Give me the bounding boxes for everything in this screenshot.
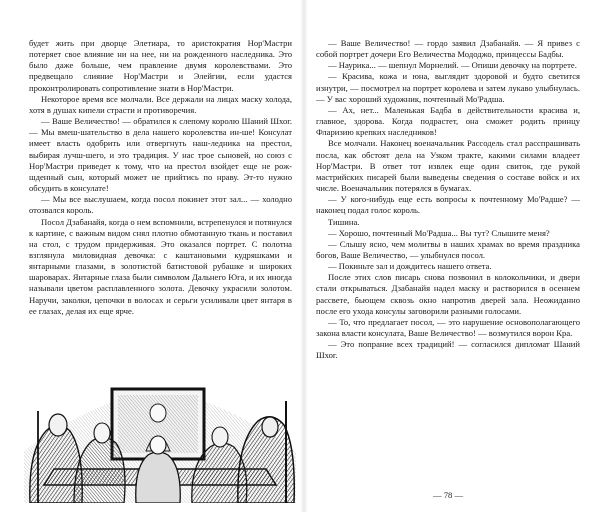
paragraph: Тишина. bbox=[328, 216, 360, 227]
paragraph: — Покиньте зал и дождитесь нашего ответа. bbox=[328, 261, 492, 272]
paragraph: Посол Дзабанайя, когда о нем вспомнили, встрепенулся и потянулся к картине, с важным видом снял плотно обмотанную ткань и поставил на стол, с трудом придерживая. Это оказался портрет. С полотна взглянула миловидная девочка: с каштановыми кудряшками и янтарными глазами, в золотистой батистовой рубашке и широких шароварах. Янтарные глаза были символом Дальнего Юга, и их иногда называли цветом расплавленного золота. Девочку украсили золотом. Наручи, заколки, цепочки в волосах и серьги усиливали цвет янтаря в ее глазах, делая их еще ярче. bbox=[29, 216, 292, 316]
paragraph: — Ваше Величество! — обратился к слепому королю Шаний Шхог. — Мы вмеш-шательство в дела нашего королевства ин-ше! Консулат имеет власть одобрить или отвергнуть наш-ледника на престол, выбирая лучш-шего, и это традиция. У нас трое сыновей, но союз с Нор'Мастри приведет к тому, что на престол взойдет еще не рож-шденный сын, который может не прийтись по нраву. Эт-то нужно обсудить в консулате! bbox=[29, 116, 292, 194]
paragraph: — Мы все выслушаем, когда посол покинет этот зал... — холодно отозвался король. bbox=[29, 194, 292, 216]
illustration-figures-around-portrait bbox=[24, 381, 296, 503]
paragraph: будет жить при дворце Элетиара, то аристократия Нор'Мастри потеряет свое влияние ни на нее, ни на рожденного наследника. Это было даже больше, чем правление двумя королевствами. Это предвещало слияние Нор'Мастри и Элейгии, если удастся проконтролировать сопротивление знати в Нор'Мастри. bbox=[29, 38, 292, 93]
left-page-text bbox=[29, 38, 292, 317]
paragraph: — Слышу ясно, чем молитвы в наших храмах во время праздника богов, Ваше Величество, — улыбнулся посол. bbox=[316, 238, 580, 260]
paragraph: — Хорошо, почтенный Мо'Радша... Вы тут? Слышите меня? bbox=[328, 227, 550, 238]
paragraph: — То, что предлагает посол, — это нарушение основополагающего закона власти консулата, Ваше Величество! — возмутился ворон Кра. bbox=[316, 316, 580, 339]
paragraph: — Ах, нет... Маленькая Бадба в действительности красива и, главное, здорова. Когда подрастет, она сможет родить принцу Фларизию крепких наследников! bbox=[316, 104, 580, 138]
page-number: — 78 — bbox=[432, 490, 464, 500]
engraving-illustration bbox=[24, 381, 296, 503]
paragraph: После этих слов писарь снова позвонил в колокольчики, и двери стали открываться. Дзабанайя надел маску и растворился в осеннем рассвете, бьющем сквозь окно напротив дверей зала. Неожиданно после его ухода консулы заговорили разными голосами. bbox=[316, 272, 580, 316]
page-gutter bbox=[300, 0, 308, 512]
paragraph: Все молчали. Наконец военачальник Рассодель стал расспрашивать посла, как обстоят дела на Узком тракте, какими силами владеет Нор'Мастри. В ответ тот извлек еще один свиток, где рукой мастрийских писарей были выведены сведения о составе войск и их числе. Военачальник потерялся в бумагах. bbox=[316, 138, 580, 194]
paragraph: — Наурика... — шепнул Морнелий. — Опиши девочку на портрете. bbox=[328, 60, 577, 71]
paragraph: Некоторое время все молчали. Все держали на лицах маску холода, хотя в душах кипели страсти и противоречия. bbox=[29, 93, 292, 115]
paragraph: — Ваше Величество! — гордо заявил Дзабанайя. — Я привез с собой портрет дочери Его Величества Мододжо, принцессы Бадбы. bbox=[316, 38, 580, 60]
paragraph: — У кого-нибудь еще есть вопросы к почтенному Мо'Радше? — наконец подал голос король. bbox=[316, 194, 580, 216]
paragraph: — Красива, кожа и юна, выглядит здоровой и будто светится изнутри, — посмотрел на портрет королева и затем лукаво улыбнулась. — У вас хороший художник, почтенный Мо'Радша. bbox=[316, 71, 580, 104]
paragraph: — Это попрание всех традиций! — согласился дипломат Шаний Шхог. bbox=[316, 339, 580, 361]
right-page-text bbox=[316, 38, 580, 362]
